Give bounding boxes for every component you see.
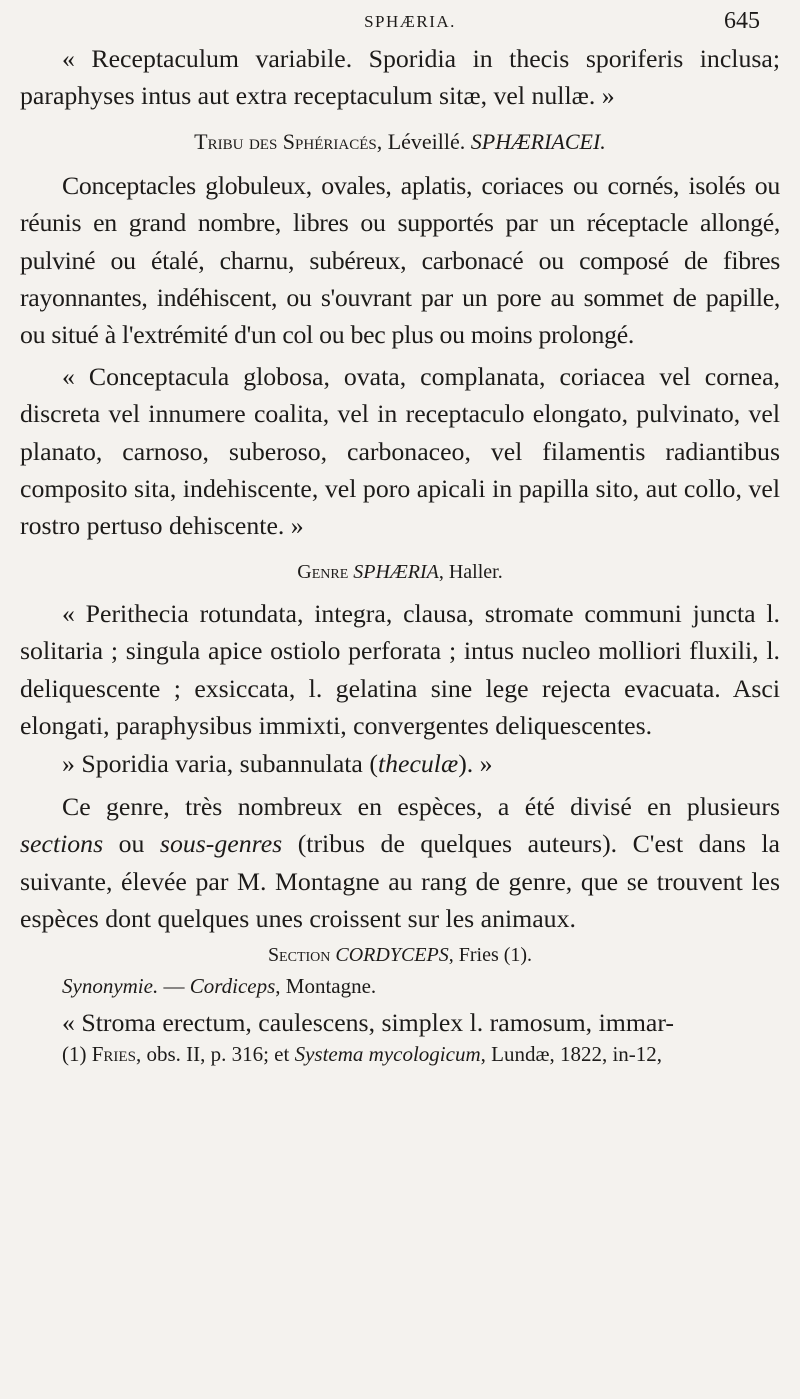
paragraph-sporidia [20, 745, 780, 782]
running-head: SPHÆRIA. [364, 12, 456, 31]
genus-heading-author: , Haller. [438, 560, 503, 583]
synonymy-author: , Montagne. [275, 973, 377, 998]
footnote-text2: , Lundæ, 1822, in-12, [480, 1041, 663, 1066]
genre-text-mid: ou [103, 829, 160, 859]
genus-heading-latin: SPHÆRIA [353, 560, 439, 583]
footnote-title: Systema mycologicum [294, 1041, 481, 1066]
genre-italic-sections: sections [20, 829, 104, 859]
genre-text-after: (tribus de quelques auteurs). C'est dans la suivante, élevée par M. Montagne au rang de genre, que se trouvent les espèces dont quelques unes croissent sur les animaux. [20, 829, 780, 934]
paragraph-latin-stroma: « Stroma erectum, caulescens, simplex l. ramosum, immar- [62, 1007, 674, 1037]
tribe-heading [20, 129, 780, 155]
sporidia-text-before: » Sporidia varia, subannulata ( [62, 748, 378, 778]
sporidia-text-after: ). » [458, 748, 493, 778]
paragraph-genre [20, 788, 780, 938]
tribe-heading-author: Léveillé. [387, 128, 471, 154]
genus-heading [20, 559, 780, 585]
section-heading-author: , Fries (1). [448, 943, 533, 966]
section-heading [20, 942, 780, 968]
genre-text-before: Ce genre, très nombreux en espèces, a été divisé en plusieurs [62, 791, 780, 821]
tribe-heading-prefix: Tribu des Sphériacés, [194, 128, 388, 154]
synonymy-line [20, 970, 780, 1002]
paragraph-latin-conceptacula: « Conceptacula globosa, ovata, complanata, coriacea vel cornea, discreta vel innumere coalita, vel in receptaculo elongato, pulvinato, vel planato, carnoso, suberoso, carbonaceo, vel filamentis radiantibus composito sita, indehiscente, vel poro apicali in papilla sito, aut collo, vel rostro pertuso dehiscente. » [20, 361, 780, 541]
synonymy-label: Synonymie. [62, 973, 159, 998]
genre-italic-sous-genres: sous-genres [159, 829, 283, 859]
footnote-prefix: (1) [62, 1041, 92, 1066]
footnote [20, 1041, 780, 1067]
page-header [60, 8, 760, 38]
paragraph-latin-perithecia: « Perithecia rotundata, integra, clausa, stromate communi juncta l. solitaria ; singula apice ostiolo perforata ; intus nucleo molliori fluxili, l. deliquescente ; exsiccata, l. gelatina sine lege rejecta evacuata. Asci elongati, paraphysibus immixti, convergentes deliquescentes. [20, 598, 780, 741]
page-number: 645 [724, 8, 760, 34]
body-text [20, 40, 780, 1067]
tribe-heading-latin: SPHÆRIACEI. [470, 128, 606, 154]
paragraph-latin-receptaculum: « Receptaculum variabile. Sporidia in thecis sporiferis inclusa; paraphyses intus aut extra receptaculum sitæ, vel nullæ. » [20, 44, 780, 111]
paragraph-conceptacles: Conceptacles globuleux, ovales, aplatis, coriaces ou cornés, isolés ou réunis en grand nombre, libres ou supportés par un réceptacle allongé, pulviné ou étalé, charnu, subéreux, carbonacé ou composé de fibres rayonnantes, indéhiscent, ou s'ouvrant par un pore au sommet de papille, ou situé à l'extrémité d'un col ou bec plus ou moins prolongé. [20, 170, 780, 350]
sporidia-italic: theculæ [377, 748, 459, 778]
section-heading-latin: CORDYCEPS [335, 943, 449, 966]
synonymy-name: Cordiceps [189, 973, 276, 998]
footnote-author: Fries [91, 1041, 136, 1066]
footnote-text1: , obs. II, p. 316; et [135, 1041, 295, 1066]
section-heading-prefix: Section [267, 943, 336, 966]
genus-heading-prefix: Genre [297, 560, 354, 583]
synonymy-dash: — [158, 973, 190, 998]
